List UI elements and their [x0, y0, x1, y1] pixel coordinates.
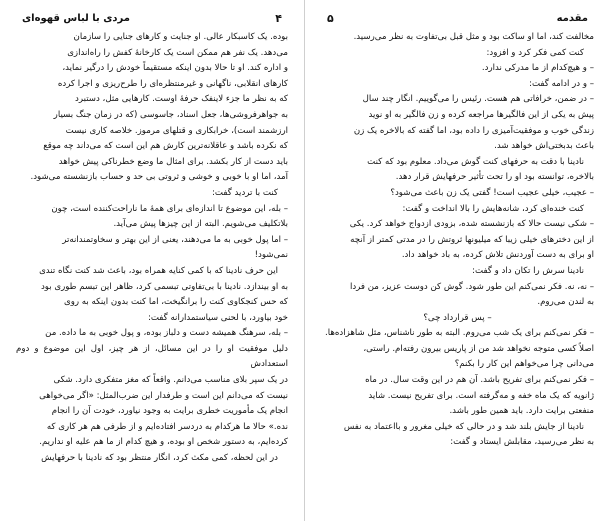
text-line: نیست که می‌دانم این است و طرفدار این ضرب‌المثل: «اگر می‌خواهی — [39, 390, 288, 401]
right-page — [305, 0, 610, 521]
text-line: می‌دهد. یک نفر هم ممکن است یک کارخانهٔ کفش را راه‌اندازی — [67, 47, 288, 58]
text-line: بلاتکلیف می‌شویم. البته از این چیزها پیش می‌آید. — [113, 219, 288, 230]
text-line: نادینا از جایش بلند شد و در حالی که خیلی مغرور و بااعتماد به نفس — [343, 421, 584, 432]
text-line: که به نظر ما جزء لاینفک حرفهٔ اوست. کارهایی مثل، دستبرد — [75, 94, 288, 105]
left-header-title: مردی با لباس قهوه‌ای — [22, 12, 130, 24]
right-header-title: مقدمه — [556, 12, 588, 24]
text-line: – عجیب، خیلی عجیب است! گفتی یک زن باعث می‌شود؟ — [390, 187, 594, 198]
text-line: از این دخترهای خیلی زیبا که میلیونها ثروتش را در مدتی کمتر از آنچه — [350, 234, 594, 245]
right-page-number: ۵ — [327, 11, 334, 25]
text-line: – فکر نمی‌کنم برای تفریح باشد. آن هم در این وقت سال. در ماه — [365, 375, 594, 386]
left-body-text — [16, 30, 288, 467]
text-line: به لندن می‌روم. — [537, 297, 594, 308]
text-line: – و در ادامه گفت: — [529, 78, 594, 89]
text-line: مخالفت کند، اما او ساکت بود و مثل قبل بی‌تفاوت به نظر می‌رسید. — [353, 32, 594, 42]
left-running-head — [22, 10, 282, 26]
text-line: به جواهرفروشی‌ها، جعل اسناد، جاسوسی (که در زمان جنگ بسیار — [53, 109, 288, 120]
text-line: بالاخره، توانسته بود او را تحت تأثیر حرفهایش قرار دهد. — [395, 172, 594, 183]
text-line: و اداره کند. او تا حالا بدون اینکه مستقیماً خودش را درگیر نماید، — [62, 63, 288, 74]
text-line: آمد، اما او با خوبی و خوشی و ثروتی بی حد و حساب بازنشسته می‌شود. — [30, 172, 288, 183]
text-line: خود بیاورد، با لحنی سیاستمدارانه گفت: — [147, 312, 288, 323]
text-line: ارزشمند است)، خرابکاری و قتلهای مرموز. خلاصه کاری نیست — [65, 125, 288, 136]
text-line: در این لحظه، کمی مکث کرد، انگار منتظر بود که نادینا با حرفهایش — [41, 453, 278, 464]
text-line: – در ضمن، خرافاتی هم هست. رئیس را می‌گوییم. انگار چند سال — [362, 94, 594, 105]
text-line: – بله، سرهنگ همیشه دست و دلباز بوده، و پول خوبی به ما داده. من — [45, 328, 288, 339]
text-line: منفعتی برایت دارد. باید همین طور باشد. — [449, 406, 594, 417]
right-body-text — [321, 30, 594, 451]
text-line: – بله، این موضوع تا اندازه‌ای برای همهٔ ما ناراحت‌کننده است، چون — [51, 203, 288, 214]
text-line: بوده. یک کاسبکار عالی. او جنایت و کارهای جنایی را سازمان — [73, 32, 288, 42]
text-line: کنت کمی فکر کرد و افزود: — [486, 47, 584, 58]
text-line: زندگی خوب و موفقیت‌آمیزی را داده بود، اما گفته که بالاخره یک زن — [353, 125, 594, 136]
text-line: نادینا با دقت به حرفهای کنت گوش می‌داد. معلوم بود که کنت — [367, 156, 584, 167]
text-line: دلیل موفقیت او را در این مسائل، از هر چیز، اول این موضوع و دوم استعدادش — [16, 343, 288, 370]
text-line: – اما پول خوبی به ما می‌دهند، یعنی از این بهتر و سخاوتمندانه‌تر — [62, 234, 288, 245]
text-line: کرده‌ایم، به دستور شخص او بوده، و هیچ کدام از ما هم علیه او نداریم. — [39, 437, 288, 448]
text-line: در یک سپر بلای مناسب می‌دانم. واقعاً که مغز متفکری دارد. شکی — [53, 375, 288, 386]
text-line: نده.» حالا ما هرکدام به دردسر افتاده‌ایم و از طرفی هم هر کاری که — [46, 421, 288, 432]
left-page-number: ۴ — [275, 11, 282, 25]
text-line: پیش به یکی از این فالگیرها مراجعه کرده و زن فالگیر به او نوید — [368, 109, 594, 120]
text-line: انجام یک مأموریت خطری برایت به وجود نیاورد، خودت آن را انجام — [51, 406, 288, 417]
text-line: این حرف نادینا که با کمی کنایه همراه بود، باعث شد کنت نگاه تندی — [39, 265, 278, 276]
text-line: می‌دانی چرا می‌خواهم این کار را بکنم؟ — [454, 359, 594, 370]
text-line: او برای به دست آوردنش تلاش کرده، به باد خواهد داد. — [401, 250, 594, 261]
text-line: – پس قرارداد چی؟ — [423, 312, 492, 323]
text-line: ژانویه که یک ماه خفه و مه‌گرفته است. برای تفریح نیست. شاید — [368, 390, 594, 401]
right-running-head — [327, 10, 588, 26]
text-line: که نکرده باشد و عاقلانه‌ترین کارش هم این است که می‌داند چه موقع — [43, 141, 288, 152]
text-line: – و هیچ‌کدام از ما مدرکی ندارد. — [481, 63, 594, 74]
text-line: نادینا سرش را تکان داد و گفت: — [472, 265, 584, 276]
text-line: که حس کنجکاوی کنت را برانگیخت، اما کنت بدون اینکه به روی — [63, 297, 288, 308]
text-line: اصلاً کسی متوجه نخواهد شد من از پاریس بیرون رفته‌ام. راستی، — [363, 343, 594, 354]
text-line: کنت با تردید گفت: — [212, 187, 278, 198]
text-line: – فکر نمی‌کنم برای یک شب می‌روم. البته به طور ناشناس، مثل شاهزاده‌ها. — [325, 328, 594, 339]
text-line: کارهای انقلابی، ناگهانی و غیرمنتظره‌ای را طرح‌ریزی و اجرا کرده — [57, 78, 288, 89]
text-line: – شکی نیست حالا که بازنشسته شده، بزودی ازدواج خواهد کرد. یکی — [349, 219, 594, 230]
text-line: نمی‌شود! — [254, 250, 288, 261]
text-line: کنت خنده‌ای کرد، شانه‌هایش را بالا انداخت و گفت: — [402, 203, 584, 214]
text-line: باید دست از کار بکشد. برای امثال ما وضع خطرناکی پیش خواهد — [58, 156, 288, 167]
text-line: – نه، نه. فکر نمی‌کنم این طور شود. گوش کن دوست عزیز، من فردا — [349, 281, 594, 292]
text-line: به او بیندازد. نادینا با بی‌تفاوتی تبسمی کرد، ظاهر این تبسم طوری بود — [40, 281, 288, 292]
text-line: به نظر می‌رسید، مقابلش ایستاد و گفت: — [450, 437, 594, 448]
text-line: باعث بدبختی‌اش خواهد شد. — [494, 141, 594, 152]
